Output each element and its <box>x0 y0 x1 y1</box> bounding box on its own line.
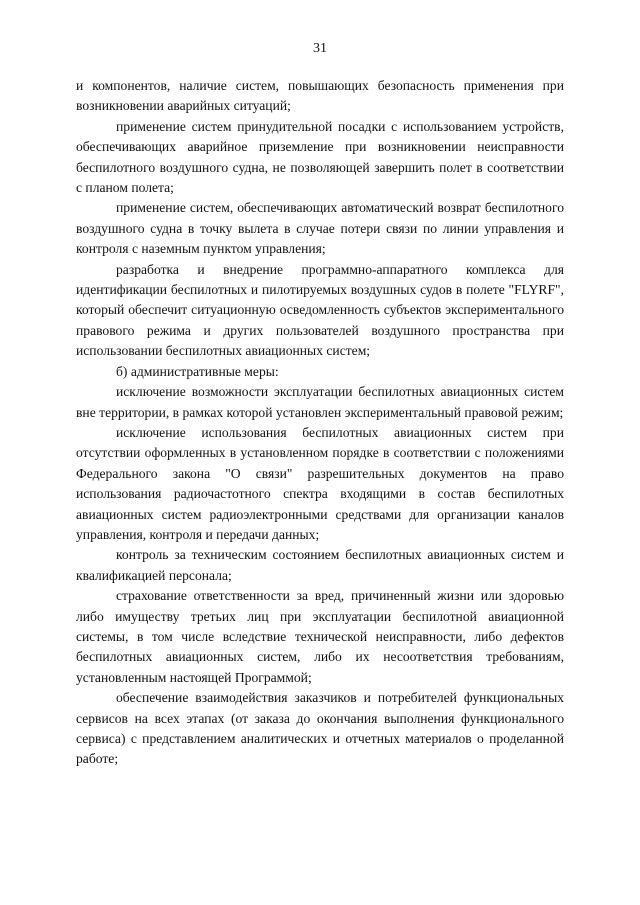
page-number: 31 <box>313 41 327 56</box>
paragraph-insurance: страхование ответственности за вред, причиненный жизни или здоровью либо имуществу третьих лиц при эксплуатации беспилотной авиационной системы, в том числе вследствие технической неисправности, либо дефектов беспилотных авиационных систем, либо их несоответствия требованиям, установленным настоящей Программой; <box>76 588 564 685</box>
paragraph-flyrf-complex: разработка и внедрение программно-аппаратного комплекса для идентификации беспилотных и пилотируемых воздушных судов в полете "FLYRF", который обеспечит ситуационную осведомленность субъектов экспериментального правового режима и других пользователей воздушного пространства при использовании беспилотных авиационных систем; <box>76 261 564 359</box>
paragraph-auto-return: применение систем, обеспечивающих автоматический возврат беспилотного воздушного судна в точку вылета в случае потери связи по линии управления и контроля с наземным пунктом управления; <box>76 200 564 257</box>
paragraph-technical-control: контроль за техническим состоянием беспилотных авиационных систем и квалификацией персонала; <box>76 547 564 583</box>
paragraph-interaction: обеспечение взаимодействия заказчиков и потребителей функциональных сервисов на всех этапах (от заказа до окончания выполнения функционального сервиса) с представлением аналитических и отчетных материалов о проделанной работе; <box>76 690 564 767</box>
paragraph-radio-permits: исключение использования беспилотных авиационных систем при отсутствии оформленных в установленном порядке в соответствии с положениями Федерального закона "О связи" разрешительных документов на право использования радиочастотного спектра входящими в состав беспилотных авиационных систем радиоэлектронными средствами для организации каналов управления, контроля и передачи данных; <box>76 424 564 542</box>
paragraph-administrative-measures: б) административные меры: <box>116 363 279 379</box>
paragraph-forced-landing: применение систем принудительной посадки с использованием устройств, обеспечивающих аварийное приземление при возникновении неисправности беспилотного воздушного судна, не позволяющей завершить полет в соответствии с планом полета; <box>76 118 564 196</box>
paragraph-territory-restriction: исключение возможности эксплуатации беспилотных авиационных систем вне территории, в рамках которой установлен экспериментальный правовой режим; <box>76 384 564 420</box>
paragraph-continuation: и компонентов, наличие систем, повышающих безопасность применения при возникновении аварийных ситуаций; <box>76 78 564 114</box>
document-body <box>76 76 564 770</box>
